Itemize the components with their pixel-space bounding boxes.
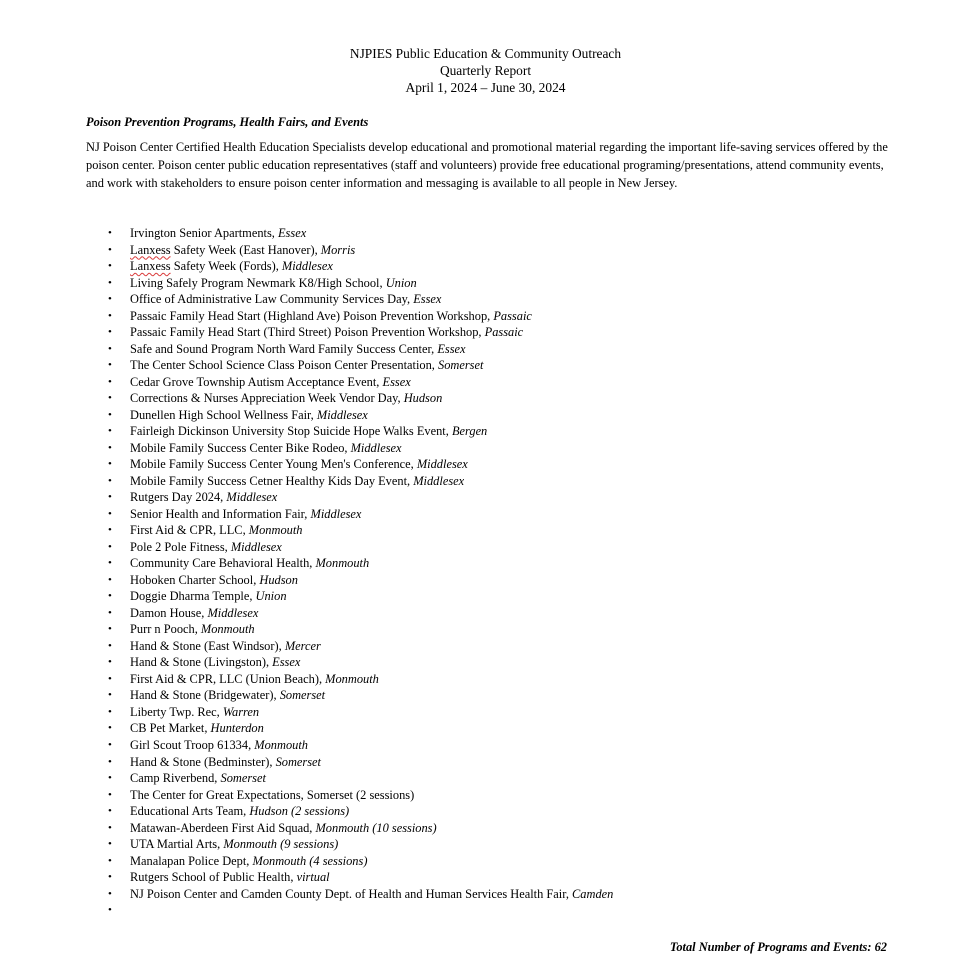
section-heading: Poison Prevention Programs, Health Fairs, and Events — [86, 115, 369, 129]
program-county: Camden — [572, 886, 614, 901]
program-name: Purr n Pooch, — [130, 622, 201, 637]
program-name: Safe and Sound Program North Ward Family Success Center, — [130, 341, 438, 356]
program-list-item — [108, 787, 613, 804]
program-county: Union — [385, 275, 417, 290]
program-name: Manalapan Police Dept, — [130, 853, 253, 868]
bullet-icon: • — [108, 309, 112, 322]
bullet-icon: • — [108, 425, 112, 438]
bullet-icon: • — [108, 557, 112, 570]
program-name: Damon House, — [130, 605, 208, 620]
spellcheck-flag: Lanxess — [130, 259, 171, 274]
bullet-icon: • — [108, 573, 112, 586]
program-list-item — [108, 902, 613, 919]
program-list-item — [108, 588, 613, 605]
program-county: Passaic — [493, 308, 532, 323]
bullet-icon: • — [108, 639, 112, 652]
program-county: Monmouth — [254, 737, 308, 752]
report-header — [0, 45, 971, 96]
program-county: Monmouth (4 sessions) — [252, 853, 368, 868]
program-list-item — [108, 473, 613, 490]
program-list-item — [108, 671, 613, 688]
program-list-item — [108, 886, 613, 903]
program-list-item — [108, 242, 613, 259]
intro-text: NJ Poison Center Certified Health Education Specialists develop educational and promotional material regarding the important life-saving services offered by the poison center. Poison center public education representatives (staff and volunteers) provide free educational programing/presentations, attend community events, and work with stakeholders to ensure poison center information and messaging is available to all people in New Jersey. — [86, 140, 888, 191]
program-name: Liberty Twp. Rec, — [130, 704, 223, 719]
program-county: Somerset — [438, 358, 484, 373]
program-list-item — [108, 638, 613, 655]
bullet-icon: • — [108, 392, 112, 405]
program-county: virtual — [296, 870, 330, 885]
program-county: Bergen — [451, 424, 488, 439]
program-name: Hand & Stone (Bedminster), — [130, 754, 276, 769]
program-list-item — [108, 275, 613, 292]
program-list-item — [108, 654, 613, 671]
program-list-item — [108, 522, 613, 539]
bullet-icon: • — [108, 590, 112, 603]
program-list-item — [108, 341, 613, 358]
bullet-icon: • — [108, 507, 112, 520]
program-list-item — [108, 737, 613, 754]
bullet-icon: • — [108, 772, 112, 785]
bullet-icon: • — [108, 540, 112, 553]
program-name: The Center for Great Expectations, Somerset (2 sessions) — [130, 787, 415, 802]
report-subtitle: Quarterly Report — [439, 63, 532, 78]
program-name: Hand & Stone (Bridgewater), — [130, 688, 280, 703]
program-list-item — [108, 836, 613, 853]
program-name: Matawan-Aberdeen First Aid Squad, — [130, 820, 316, 835]
bullet-icon: • — [108, 474, 112, 487]
program-name: Community Care Behavioral Health, — [130, 556, 316, 571]
program-name: Lanxess Safety Week (Fords), — [130, 259, 282, 274]
program-list-item — [108, 869, 613, 886]
program-name: Fairleigh Dickinson University Stop Suicide Hope Walks Event, — [130, 424, 452, 439]
program-list-item — [108, 572, 613, 589]
program-county: Morris — [320, 242, 356, 257]
program-county: Monmouth (9 sessions) — [223, 837, 339, 852]
program-county: Somerset — [220, 771, 266, 786]
program-name: Educational Arts Team, — [130, 804, 250, 819]
bullet-icon: • — [108, 705, 112, 718]
program-name: Pole 2 Pole Fitness, — [130, 539, 231, 554]
bullet-icon: • — [108, 342, 112, 355]
bullet-icon: • — [108, 260, 112, 273]
program-name: Rutgers School of Public Health, — [130, 870, 297, 885]
program-county: Essex — [437, 341, 466, 356]
program-list-item — [108, 820, 613, 837]
report-title: NJPIES Public Education & Community Outreach — [349, 46, 622, 61]
bullet-icon: • — [108, 738, 112, 751]
bullet-icon: • — [108, 805, 112, 818]
program-list-item — [108, 225, 613, 242]
bullet-icon: • — [108, 458, 112, 471]
program-name: NJ Poison Center and Camden County Dept. of Health and Human Services Health Fair, — [130, 886, 573, 901]
program-county: Middlesex — [316, 407, 368, 422]
program-county: Monmouth — [325, 671, 379, 686]
program-name: Rutgers Day 2024, — [130, 490, 227, 505]
bullet-icon: • — [108, 689, 112, 702]
program-name: Hand & Stone (East Windsor), — [130, 638, 285, 653]
bullet-icon: • — [108, 656, 112, 669]
program-name: The Center School Science Class Poison Center Presentation, — [130, 358, 438, 373]
bullet-icon: • — [108, 491, 112, 504]
program-list-item — [108, 605, 613, 622]
bullet-icon: • — [108, 408, 112, 421]
program-name: Dunellen High School Wellness Fair, — [130, 407, 317, 422]
program-name: CB Pet Market, — [130, 721, 211, 736]
program-county: Essex — [382, 374, 411, 389]
program-list-item — [108, 423, 613, 440]
program-list — [108, 225, 613, 919]
program-name: Mobile Family Success Center Bike Rodeo, — [130, 440, 351, 455]
program-county: Essex — [277, 226, 307, 240]
bullet-icon: • — [108, 293, 112, 306]
bullet-icon: • — [108, 375, 112, 388]
program-county: Hudson (2 sessions) — [249, 804, 350, 819]
program-county: Monmouth — [248, 523, 303, 538]
bullet-icon: • — [108, 243, 112, 256]
bullet-icon: • — [108, 441, 112, 454]
program-name: Doggie Dharma Temple, — [130, 589, 256, 604]
program-county: Middlesex — [230, 539, 282, 554]
program-name: Corrections & Nurses Appreciation Week Vendor Day, — [130, 391, 404, 406]
program-list-item — [108, 324, 613, 341]
bullet-icon: • — [108, 821, 112, 834]
program-county: Monmouth — [315, 556, 370, 571]
program-county: Essex — [413, 292, 442, 307]
program-list-item — [108, 374, 613, 391]
program-name: Lanxess Safety Week (East Hanover), — [130, 242, 321, 257]
spellcheck-flag: Lanxess — [130, 242, 171, 257]
program-name: Hand & Stone (Livingston), — [130, 655, 273, 670]
program-name: UTA Martial Arts, — [130, 837, 224, 852]
program-county: Middlesex — [350, 440, 402, 455]
report-date-range: April 1, 2024 – June 30, 2024 — [405, 80, 566, 95]
program-list-item — [108, 687, 613, 704]
program-name: Office of Administrative Law Community Services Day, — [130, 292, 414, 307]
bullet-icon: • — [108, 672, 112, 685]
intro-paragraph — [86, 138, 896, 193]
program-county: Hudson — [403, 391, 443, 406]
program-list-item — [108, 720, 613, 737]
bullet-icon: • — [108, 524, 112, 537]
program-county: Middlesex — [310, 506, 362, 521]
program-list-item — [108, 489, 613, 506]
program-county: Essex — [272, 655, 301, 670]
program-county: Warren — [222, 704, 260, 719]
program-list-item — [108, 440, 613, 457]
program-name: Mobile Family Success Cetner Healthy Kids Day Event, — [130, 473, 414, 488]
bullet-icon: • — [108, 788, 112, 801]
bullet-icon: • — [108, 227, 112, 239]
bullet-icon: • — [108, 276, 112, 289]
program-county: Hunterdon — [210, 721, 264, 736]
program-list-item — [108, 308, 613, 325]
program-list-item — [108, 456, 613, 473]
program-list-item — [108, 291, 613, 308]
program-list-item — [108, 770, 613, 787]
bullet-icon: • — [108, 623, 112, 636]
program-county: Monmouth (10 sessions) — [315, 820, 437, 835]
bullet-icon: • — [108, 326, 112, 339]
program-list-item — [108, 853, 613, 870]
program-name: First Aid & CPR, LLC (Union Beach), — [130, 671, 326, 686]
bullet-icon: • — [108, 359, 112, 372]
program-county: Somerset — [279, 688, 326, 703]
program-name: Camp Riverbend, — [130, 771, 221, 786]
program-county: Union — [255, 589, 287, 604]
program-name: Mobile Family Success Center Young Men's Conference, — [130, 457, 417, 472]
program-list-item — [108, 506, 613, 523]
program-list-item — [108, 258, 613, 275]
program-county: Middlesex — [207, 605, 259, 620]
program-list-item — [108, 555, 613, 572]
program-county: Hudson — [259, 572, 298, 587]
program-county: Somerset — [275, 754, 322, 769]
program-name: Hoboken Charter School, — [130, 572, 260, 587]
program-list-item — [108, 407, 613, 424]
bullet-icon: • — [108, 871, 112, 884]
program-county: Middlesex — [416, 457, 468, 472]
program-county: Middlesex — [226, 490, 278, 505]
program-name: Cedar Grove Township Autism Acceptance Event, — [130, 374, 383, 389]
program-county: Mercer — [284, 638, 321, 653]
program-county: Middlesex — [413, 473, 465, 488]
program-list-item — [108, 803, 613, 820]
program-name: Senior Health and Information Fair, — [130, 506, 311, 521]
program-list-item — [108, 754, 613, 771]
program-name: Living Safely Program Newmark K8/High School, — [130, 275, 386, 290]
bullet-icon: • — [108, 838, 112, 851]
bullet-icon: • — [108, 755, 112, 768]
bullet-icon: • — [108, 854, 112, 867]
bullet-icon: • — [108, 606, 112, 619]
program-list-item — [108, 539, 613, 556]
program-county: Middlesex — [281, 259, 333, 274]
bullet-icon: • — [108, 904, 112, 917]
program-list-item — [108, 390, 613, 407]
program-list-item — [108, 357, 613, 374]
program-county: Monmouth — [200, 622, 255, 637]
bullet-icon: • — [108, 722, 112, 735]
program-name: First Aid & CPR, LLC, — [130, 523, 249, 538]
program-name: Passaic Family Head Start (Third Street) Poison Prevention Workshop, — [130, 325, 485, 340]
program-name: Girl Scout Troop 61334, — [130, 737, 255, 752]
program-name: Irvington Senior Apartments, — [130, 226, 278, 240]
program-list-item — [108, 621, 613, 638]
program-name: Passaic Family Head Start (Highland Ave) Poison Prevention Workshop, — [130, 308, 494, 323]
total-programs: Total Number of Programs and Events: 62 — [669, 940, 887, 954]
bullet-icon: • — [108, 887, 112, 900]
program-county: Passaic — [484, 325, 524, 340]
program-list-item — [108, 704, 613, 721]
